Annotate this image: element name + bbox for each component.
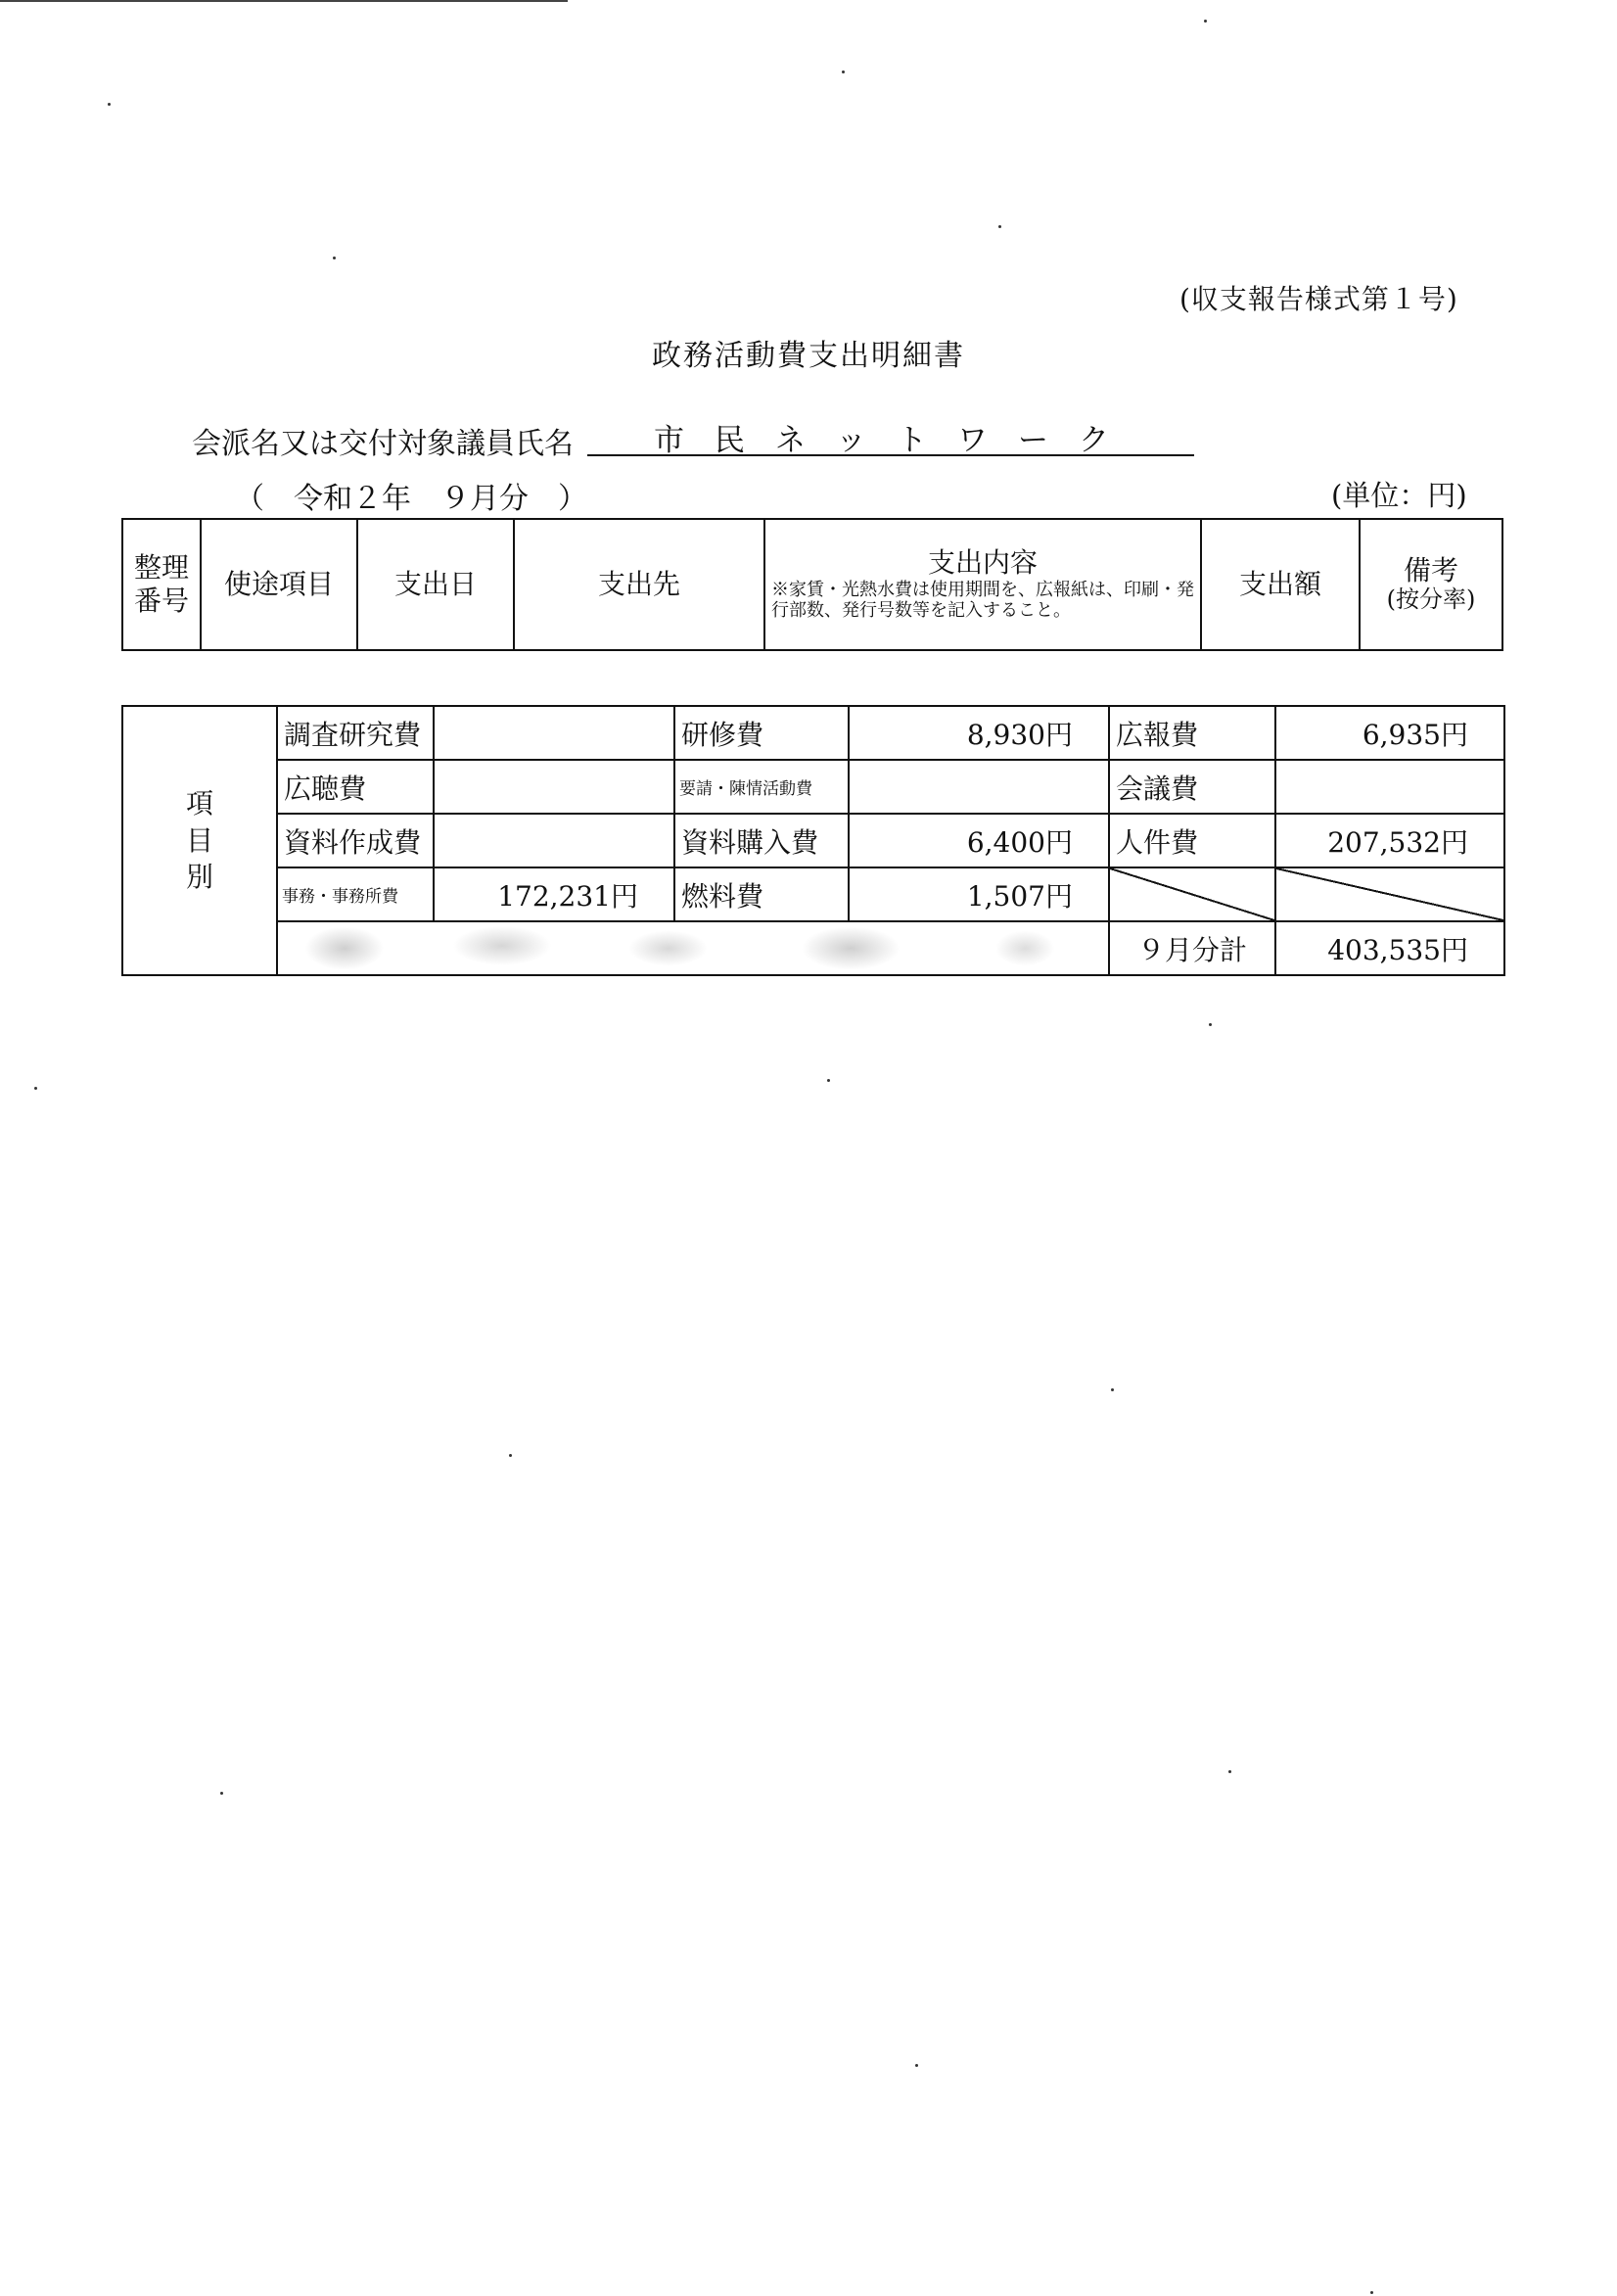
category-value (434, 706, 674, 760)
expense-detail-header (121, 518, 1503, 651)
scan-speck (34, 1087, 37, 1090)
category-value: 207,532円 (1275, 814, 1504, 867)
category-label: 人件費 (1109, 814, 1275, 867)
summary-row (122, 867, 1504, 921)
category-value: 6,935円 (1275, 706, 1504, 760)
summary-row (122, 706, 1504, 760)
category-label: 資料購入費 (674, 814, 849, 867)
scan-speck (333, 257, 336, 259)
summary-total-row (122, 921, 1504, 975)
category-label: 広報費 (1109, 706, 1275, 760)
header-content-title: 支出内容 (927, 546, 1038, 580)
header-number-text: 整理番号 (134, 551, 190, 617)
header-number (122, 519, 201, 650)
scan-speck (998, 225, 1001, 228)
category-label: 会議費 (1109, 760, 1275, 814)
header-remarks (1360, 519, 1502, 650)
category-value (434, 814, 674, 867)
category-value (849, 760, 1109, 814)
category-side-label (122, 706, 277, 975)
total-value: 403,535円 (1275, 921, 1504, 975)
header-content (764, 519, 1201, 650)
summary-row (122, 760, 1504, 814)
category-value (434, 760, 674, 814)
category-value (1275, 760, 1504, 814)
summary-row (122, 814, 1504, 867)
category-summary-table (121, 705, 1505, 976)
empty-slashed-cell (1109, 867, 1275, 921)
scan-speck (1111, 1388, 1114, 1391)
header-remarks-sub: (按分率) (1386, 586, 1476, 614)
scan-speck (1228, 1770, 1231, 1773)
scan-speck (915, 2064, 918, 2067)
header-purpose: 使途項目 (201, 519, 357, 650)
category-side-label-text: 項目別 (185, 786, 213, 894)
unit-label: (単位：円) (1331, 479, 1467, 512)
category-value: 1,507円 (849, 867, 1109, 921)
header-payee: 支出先 (514, 519, 764, 650)
scan-speck (509, 1454, 512, 1457)
total-label: ９月分計 (1109, 921, 1275, 975)
group-name-label: 会派名又は交付対象議員氏名 (192, 427, 574, 461)
category-label: 資料作成費 (277, 814, 434, 867)
category-value: 6,400円 (849, 814, 1109, 867)
scan-edge-line (0, 0, 568, 2)
scan-speck (842, 70, 845, 73)
scan-speck (827, 1079, 830, 1082)
report-period: （ 令和２年 ９月分 ） (235, 482, 587, 516)
category-label: 要請・陳情活動費 (674, 760, 849, 814)
header-remarks-title: 備考 (1403, 554, 1458, 587)
scan-speck (220, 1792, 223, 1795)
category-value: 172,231円 (434, 867, 674, 921)
group-name-value: 市民ネットワーク (587, 415, 1194, 456)
empty-slashed-cell (1275, 867, 1504, 921)
form-number: (収支報告様式第１号) (1179, 283, 1458, 315)
category-label: 事務・事務所費 (277, 867, 434, 921)
scan-speck (1209, 1023, 1212, 1026)
scan-speck (108, 103, 111, 106)
header-amount: 支出額 (1201, 519, 1360, 650)
scan-speck (1204, 20, 1207, 23)
scan-speck (1370, 2291, 1373, 2294)
category-label: 調査研究費 (277, 706, 434, 760)
header-content-note: ※家賃・光熱水費は使用期間を、広報紙は、印刷・発行部数、発行号数等を記入すること。 (771, 579, 1194, 622)
category-label: 燃料費 (674, 867, 849, 921)
category-label: 広聴費 (277, 760, 434, 814)
category-value: 8,930円 (849, 706, 1109, 760)
category-label: 研修費 (674, 706, 849, 760)
redacted-area (277, 921, 1109, 975)
document-title: 政務活動費支出明細書 (652, 339, 965, 373)
header-date: 支出日 (357, 519, 514, 650)
